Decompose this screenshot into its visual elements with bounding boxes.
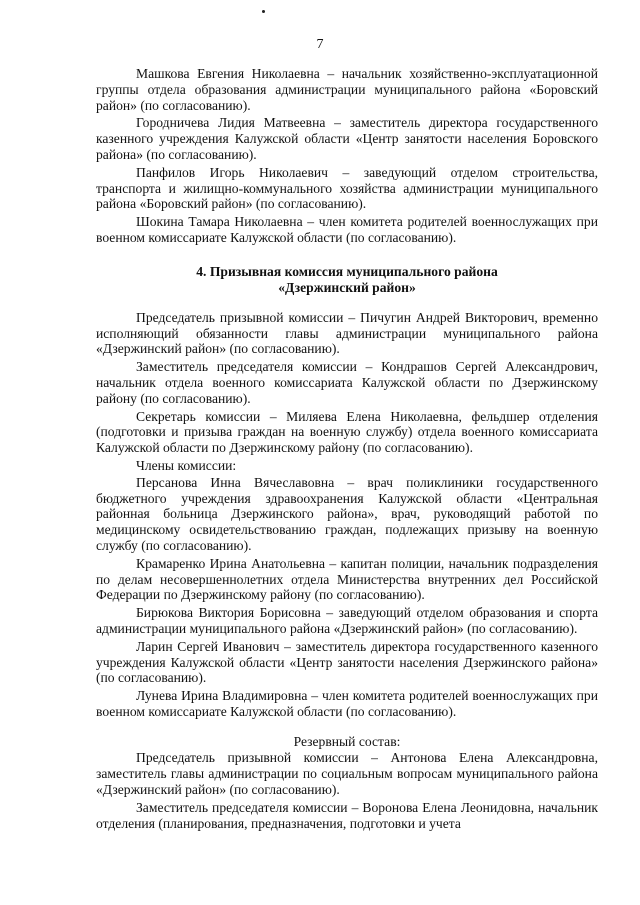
spacer (96, 248, 598, 264)
paragraph-gorodnicheva: Городничева Лидия Матвеевна – заместитель директора государственного казенного учреждения Калужской области «Центр занятости населения Боровского района» (по согласованию). (96, 115, 598, 162)
paragraph-mashkova: Машкова Евгения Николаевна – начальник хозяйственно-эксплуатационной группы отдела образования администрации муниципального района «Боровский район» (по согласованию). (96, 66, 598, 113)
member-larin: Ларин Сергей Иванович – заместитель директора государственного казенного учреждения Калужской области «Центр занятости населения Дзержинского района» (по согласованию). (96, 638, 598, 686)
reserve-deputy-chairman: Заместитель председателя комиссии – Воронова Елена Леонидовна, начальник отделения (планирования, предназначения, подготовки и учета (96, 799, 598, 831)
reserve-label: Резервный состав: (293, 733, 401, 749)
document-body (96, 66, 598, 833)
section-heading (96, 264, 598, 296)
spacer (96, 722, 598, 734)
page-number: 7 (316, 37, 324, 52)
section-heading-line1: 4. Призывная комиссия муниципального района (196, 263, 498, 279)
member-luneva: Лунева Ирина Владимировна – член комитета родителей военнослужащих при военном комиссариате Калужской области (по согласованию). (96, 688, 598, 719)
members-label: Члены комиссии: (136, 457, 237, 473)
member-persanova: Персанова Инна Вячеславовна – врач поликлиники государственного бюджетного учреждения здравоохранения Калужской области «Центральная районная больница Дзержинского района», врач, руководящий работой по медицинскому освидетельствованию граждан, подлежащих призыву на военную службу (по согласованию). (96, 474, 598, 553)
paragraph-chairman: Председатель призывной комиссии – Пичугин Андрей Викторович, временно исполняющий обязанности главы администрации муниципального района «Дзержинский район» (по согласованию). (96, 309, 598, 357)
section-heading-line2: «Дзержинский район» (278, 279, 416, 295)
reserve-chairman: Председатель призывной комиссии – Антонова Елена Александровна, заместитель главы администрации по социальным вопросам муниципального района «Дзержинский район» (по согласованию). (96, 750, 598, 798)
paragraph-deputy-chairman: Заместитель председателя комиссии – Кондрашов Сергей Александрович, начальник отдела военного комиссариата Калужской области по Дзержинскому району (по согласованию). (96, 359, 598, 406)
paragraph-shokina: Шокина Тамара Николаевна – член комитета родителей военнослужащих при военном комиссариате Калужской области (по согласованию). (96, 214, 598, 245)
paragraph-secretary: Секретарь комиссии – Миляева Елена Николаевна, фельдшер отделения (подготовки и призыва граждан на военную службу) отдела военного комиссариата Калужской области по Дзержинскому району (по согласованию). (96, 408, 598, 456)
scan-speck (262, 10, 265, 13)
member-biryukova: Бирюкова Виктория Борисовна – заведующий отделом образования и спорта администрации муниципального района «Дзержинский район» (по согласованию). (96, 605, 598, 636)
paragraph-panfilov: Панфилов Игорь Николаевич – заведующий отделом строительства, транспорта и жилищно-коммунального хозяйства администрации муниципального района «Боровский район» (по согласованию). (96, 164, 598, 212)
member-kramarenko: Крамаренко Ирина Анатольевна – капитан полиции, начальник подразделения по делам несовершеннолетних отдела Министерства внутренних дел Российской Федерации по Дзержинскому району (по согласованию). (96, 555, 598, 603)
